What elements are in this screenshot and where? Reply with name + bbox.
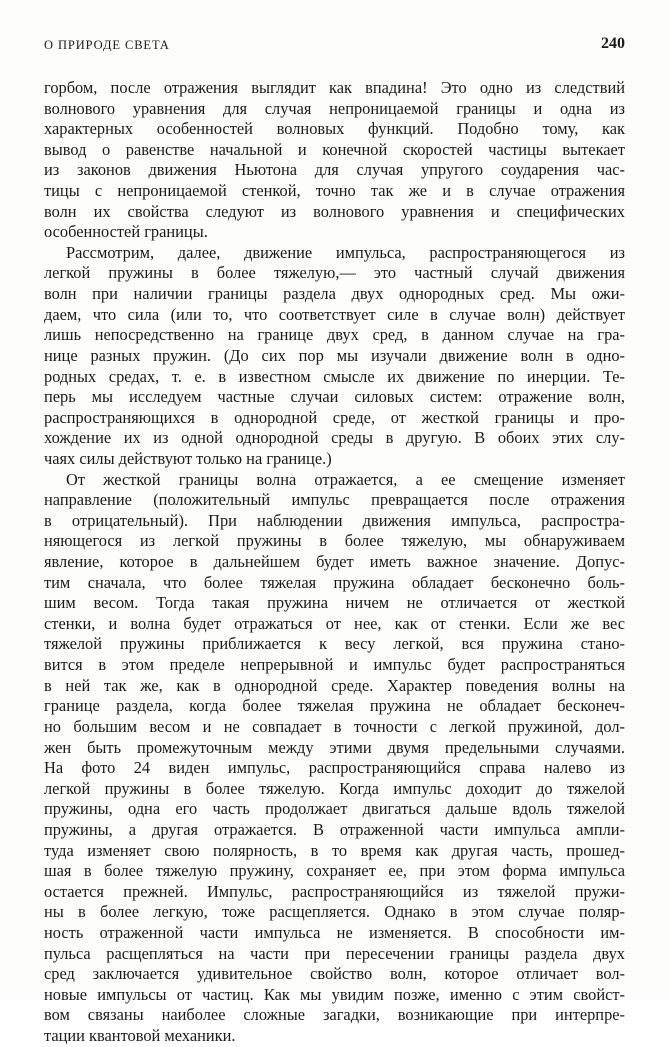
text-line: легкой пружины в более тяжелую,— это частный случай движения [44,263,625,283]
text-line: вом связаны наиболее сложные загадки, возникающие при интерпре- [44,1005,625,1025]
text-line: в ней так же, как в однородной среде. Характер поведения волны на [44,675,625,695]
text-line: границе раздела, когда более тяжелая пружина не обладает бесконеч- [44,696,625,716]
text-line: тяжелой пружины приближается к весу легкой, вся пружина стано- [44,634,625,654]
text-line: родных средах, т. е. в известном смысле их движение по инерции. Те- [44,366,625,386]
text-line: новые импульсы от частиц. Как мы увидим позже, именно с этим свойст- [44,984,625,1004]
text-line: ность отраженной части импульса не изменяется. В способности им- [44,922,625,942]
text-line: из законов движения Ньютона для случая упругого соударения час- [44,160,625,180]
text-line: характерных особенностей волновых функций. Подобно тому, как [44,119,625,139]
text-line: пружины, а другая отражается. В отраженной части импульса ампли- [44,819,625,839]
text-line: волнового уравнения для случая непроницаемой границы и одна из [44,98,625,118]
text-line: От жесткой границы волна отражается, а ее смещение изменяет [66,469,625,489]
text-line: сред заключается удивительное свойство волн, которое отличает вол- [44,964,625,984]
text-line: волн их свойства следуют из волнового уравнения и специфических [44,201,625,221]
text-line: в отрицательный). При наблюдении движения импульса, распростра- [44,510,625,530]
text-line: вывод о равенстве начальной и конечной скоростей частицы вытекает [44,139,625,159]
text-line: волн при наличии границы раздела двух однородных сред. Мы ожи- [44,284,625,304]
text-line: легкой пружины в более тяжелую. Когда импульс доходит до тяжелой [44,778,625,798]
text-line: особенностей границы. [44,222,208,242]
text-line: но большим весом и не совпадает в точности с легкой пружиной, дол- [44,716,625,736]
text-line: тации квантовой механики. [44,1026,236,1046]
text-line: явление, которое в дальнейшем будет иметь важное значение. Допус- [44,552,625,572]
text-line: перь мы исследуем частные случаи силовых систем: отражение волн, [44,387,625,407]
page-number: 240 [601,35,625,52]
running-head [44,35,625,58]
running-title: О ПРИРОДЕ СВЕТА [44,38,170,52]
text-line: пружины, одна его часть продолжает двигаться дальше вдоль тяжелой [44,799,625,819]
text-line: туда изменяет свою полярность, в то время как другая часть, прошед- [44,840,625,860]
text-line: даем, что сила (или то, что соответствует силе в случае волн) действует [44,304,625,324]
text-line: Рассмотрим, далее, движение импульса, распространяющегося из [66,242,625,262]
text-line: На фото 24 виден импульс, распространяющийся справа налево из [44,758,625,778]
text-line: направление (положительный импульс превращается после отражения [44,490,625,510]
text-line: жен быть промежуточным между этими двумя предельными случаями. [44,737,625,757]
text-line: няющегося из легкой пружины в более тяжелую, мы обнаруживаем [44,531,625,551]
text-line: нице разных пружин. (До сих пор мы изучали движение волн в одно- [44,345,625,365]
text-line: тицы с непроницаемой стенкой, точно так же и в случае отражения [44,181,625,201]
text-line: шая в более тяжелую пружину, сохраняет ее, при этом форма импульса [44,861,625,881]
text-line: стенки, и волна будет отражаться от нее, как от стенки. Если же вес [44,613,625,633]
text-line: остается прежней. Импульс, распространяющийся из тяжелой пружи- [44,881,625,901]
text-line: горбом, после отражения выглядит как впадина! Это одно из следствий [44,78,625,97]
text-line: вится в этом пределе непрерывной и импульс будет распространяться [44,655,625,675]
text-line: шим весом. Тогда такая пружина ничем не отличается от жесткой [44,593,625,613]
text-line: пульса расщепляться на части при пересечении границы раздела двух [44,943,625,963]
text-line: ны в более легкую, тоже расщепляется. Однако в этом случае поляр- [44,902,625,922]
text-line: тим сначала, что более тяжелая пружина обладает бесконечно боль- [44,572,625,592]
text-line: распространяющихся в однородной среде, от жесткой границы и про- [44,407,625,427]
body-text [44,78,625,1047]
text-line: чаях силы действуют только на границе.) [44,448,332,468]
text-line: хождение их из одной однородной среды в другую. В обоих этих слу- [44,428,625,448]
text-line: лишь непосредственно на границе двух сред, в данном случае на гра- [44,325,625,345]
